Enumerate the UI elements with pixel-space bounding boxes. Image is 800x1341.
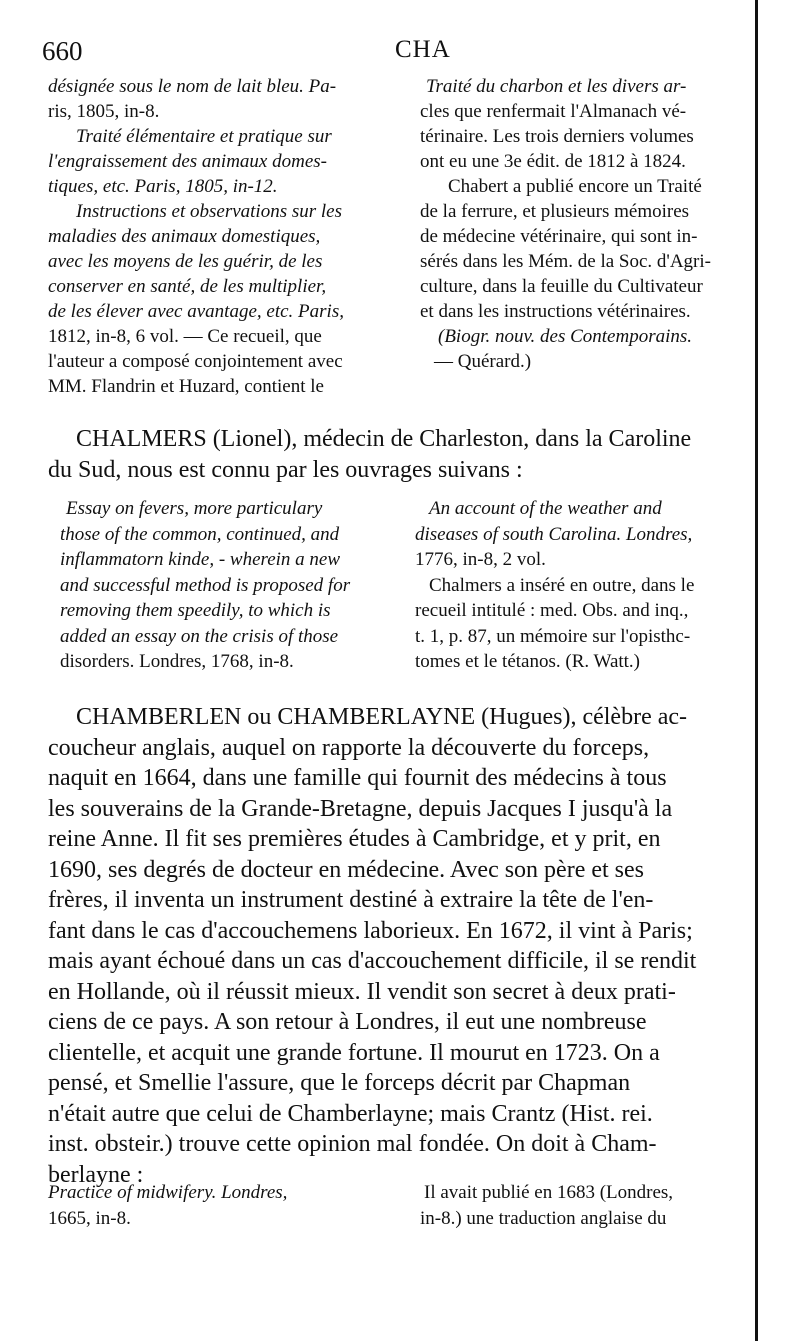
text-line: Chalmers a inséré en outre, dans le [429,574,695,596]
text-line: Il avait publié en 1683 (Londres, [424,1182,674,1203]
text-line: disorders. Londres, 1768, in-8. [60,651,294,672]
text-line: An account of the weather and [429,498,662,519]
text-line: — Quérard.) [434,351,532,372]
chamberlen-paragraph [48,702,748,1190]
text-line: en Hollande, où il réussit mieux. Il vendit son secret à deux prati- [48,978,676,1005]
text-line: conserver en santé, de les multiplier, [48,276,327,297]
text-line: tiques, etc. Paris, 1805, in-12. [48,176,278,197]
text-line: 1776, in-8, 2 vol. [415,549,546,570]
chalmers-heading [48,424,748,485]
text-line: maladies des animaux domestiques, [48,226,321,247]
work-title: Practice of midwifery. Londres, [48,1182,288,1203]
text-line: 1690, ses degrés de docteur en médecine. Avec son père et ses [48,856,645,883]
text-line: 1812, in-8, 6 vol. — Ce recueil, que [48,326,322,347]
text-line: Traité du charbon et les divers ar- [426,76,687,97]
text-line: added an essay on the crisis of those [60,625,339,647]
text-line: de médecine vétérinaire, qui sont in- [420,226,698,247]
text-line: in-8.) une traduction anglaise du [420,1208,667,1229]
chamberlen-right-column [420,1180,750,1232]
text-line: mais ayant échoué dans un cas d'accouchement difficile, il se rendit [48,948,697,974]
text-line: 1665, in-8. [48,1208,131,1229]
text-line: tomes et le tétanos. (R. Watt.) [415,651,641,672]
text-line: CHAMBERLEN ou CHAMBERLAYNE (Hugues), célèbre ac- [76,704,688,730]
page-header [40,30,740,70]
text-line: n'était autre que celui de Chamberlayne; mais Crantz (Hist. rei. [48,1100,653,1127]
page-number: 660 [42,36,83,66]
text-line: diseases of south Carolina. Londres, [415,523,693,545]
text-line: MM. Flandrin et Huzard, contient le [48,376,324,397]
text-line: removing them speedily, to which is [60,600,331,621]
text-line: les souverains de la Grande-Bretagne, depuis Jacques I jusqu'à la [48,795,673,822]
text-line: culture, dans la feuille du Cultivateur [420,276,703,297]
text-line: Chabert a publié encore un Traité [448,176,702,197]
text-line: recueil intitulé : med. Obs. and inq., [415,600,689,621]
text-line: inst. obsteir.) trouve cette opinion mal fondée. On doit à Cham- [48,1131,657,1157]
text-line: CHALMERS (Lionel), médecin de Charleston, dans la Caroline [76,426,692,452]
text-line: fant dans le cas d'accouchemens laborieux. En 1672, il vint à Paris; [48,917,693,944]
text-line: ont eu une 3e édit. de 1812 à 1824. [420,151,686,172]
text-line: de la ferrure, et plusieurs mémoires [420,201,690,222]
text-line [48,1180,398,1206]
text-line: ris, 1805, in-8. [48,101,160,122]
text-line: ciens de ce pays. A son retour à Londres, il eut une nombreuse [48,1009,647,1035]
text-line: (Biogr. nouv. des Contemporains. [438,326,693,347]
text-line: désignée sous le nom de lait bleu. Pa- [48,76,337,97]
text-line: clientelle, et acquit une grande fortune. Il mourut en 1723. On a [48,1039,660,1066]
text-line: de les élever avec avantage, etc. Paris, [48,301,344,322]
text-line: l'engraissement des animaux domes- [48,151,327,172]
text-line: avec les moyens de les guérir, de les [48,251,323,272]
text-line: du Sud, nous est connu par les ouvrages suivans : [48,456,523,483]
text-line: et dans les instructions vétérinaires. [420,301,691,322]
text-line: berlayne : [48,1161,144,1188]
text-line: those of the common, continued, and [60,523,340,545]
book-spine-edge [755,0,800,1341]
top-left-column [48,74,393,399]
text-line: coucheur anglais, auquel on rapporte la découverte du forceps, [48,734,650,761]
top-right-column [420,74,750,374]
text-line: l'auteur a composé conjointement avec [48,351,343,372]
text-line: reine Anne. Il fit ses premières études à Cambridge, et y prit, en [48,826,661,852]
text-line: t. 1, p. 87, un mémoire sur l'opisthc- [415,625,691,647]
chalmers-left-column [60,496,400,675]
text-line: térinaire. Les trois derniers volumes [420,126,694,147]
text-line: and successful method is proposed for [60,574,351,596]
text-line: Traité élémentaire et pratique sur [76,126,332,147]
text-line: inflammatorn kinde, - wherein a new [60,549,341,570]
text-line: frères, il inventa un instrument destiné à extraire la tête de l'en- [48,887,654,913]
text-line: Essay on fevers, more particulary [66,498,323,519]
text-line: Instructions et observations sur les [76,201,342,222]
text-line: naquit en 1664, dans une famille qui fournit des médecins à tous [48,765,667,791]
text-line: sérés dans les Mém. de la Soc. d'Agri- [420,251,711,272]
running-head: CHA [395,36,451,63]
text-line: pensé, et Smellie l'assure, que le forceps décrit par Chapman [48,1070,631,1096]
chalmers-right-column [415,496,750,675]
chamberlen-left-column [48,1180,398,1232]
text-line: cles que renfermait l'Almanach vé- [420,101,687,122]
